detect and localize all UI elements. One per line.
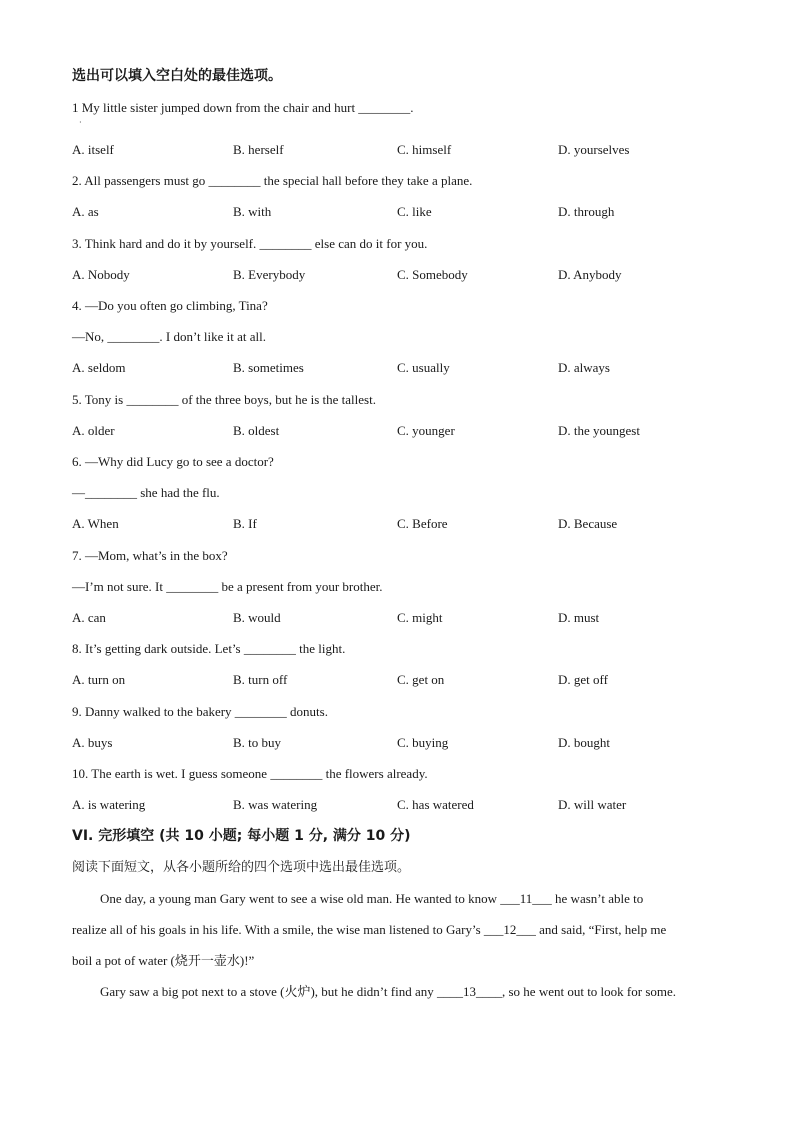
- question-7-response: —I’m not sure. It ________ be a present from your brother.: [72, 579, 383, 594]
- q5-option-b[interactable]: B. oldest: [233, 423, 280, 438]
- question-6-response: —________ she had the flu.: [72, 485, 220, 500]
- passage-text: and said, “First, help me: [535, 922, 667, 937]
- question-7-stem: 7. —Mom, what’s in the box?: [72, 548, 228, 563]
- question-8-stem: 8. It’s getting dark outside. Let’s ________ the light.: [72, 641, 346, 656]
- q1-option-a[interactable]: A. itself: [72, 142, 114, 157]
- q4-option-b[interactable]: B. sometimes: [233, 360, 304, 375]
- q4-option-c[interactable]: C. usually: [397, 360, 450, 375]
- q9-option-d[interactable]: D. bought: [558, 735, 610, 750]
- passage-text: , so he went out to look for some.: [501, 984, 677, 999]
- passage-line-2: [72, 922, 666, 938]
- passage-line-4: [100, 984, 676, 1000]
- q3-option-a[interactable]: A. Nobody: [72, 267, 130, 282]
- q6-option-a[interactable]: A. When: [72, 516, 119, 531]
- blank-13[interactable]: ____13____: [436, 984, 502, 999]
- passage-line-1: [100, 891, 643, 907]
- q6-option-d[interactable]: D. Because: [558, 516, 618, 531]
- q2-option-c[interactable]: C. like: [397, 204, 432, 219]
- question-4-stem: 4. —Do you often go climbing, Tina?: [72, 298, 268, 313]
- q10-option-c[interactable]: C. has watered: [397, 797, 474, 812]
- section-heading: VI. 完形填空 (共 10 小题; 每小题 1 分, 满分 10 分): [72, 828, 411, 844]
- question-6-stem: 6. —Why did Lucy go to see a doctor?: [72, 454, 274, 469]
- q5-option-a[interactable]: A. older: [72, 423, 115, 438]
- q7-option-b[interactable]: B. would: [233, 610, 281, 625]
- passage-text: boil a pot of water (烧开一壶水)!”: [72, 953, 255, 968]
- q7-option-a[interactable]: A. can: [72, 610, 106, 625]
- q9-option-a[interactable]: A. buys: [72, 735, 113, 750]
- q9-option-b[interactable]: B. to buy: [233, 735, 282, 750]
- q6-option-c[interactable]: C. Before: [397, 516, 448, 531]
- decorative-dot: ·: [79, 118, 82, 127]
- q8-option-a[interactable]: A. turn on: [72, 672, 126, 687]
- q10-option-a[interactable]: A. is watering: [72, 797, 146, 812]
- q4-option-d[interactable]: D. always: [558, 360, 610, 375]
- q2-option-a[interactable]: A. as: [72, 204, 99, 219]
- question-1-stem: 1 My little sister jumped down from the chair and hurt ________.: [72, 100, 414, 115]
- blank-12[interactable]: ___12___: [483, 922, 536, 937]
- q2-option-b[interactable]: B. with: [233, 204, 272, 219]
- passage-text: Gary saw a big pot next to a stove (火炉), but he didn’t find any: [100, 984, 437, 999]
- q6-option-b[interactable]: B. If: [233, 516, 257, 531]
- passage-text: he wasn’t able to: [551, 891, 644, 906]
- q7-option-d[interactable]: D. must: [558, 610, 600, 625]
- q8-option-b[interactable]: B. turn off: [233, 672, 288, 687]
- q8-option-c[interactable]: C. get on: [397, 672, 445, 687]
- q7-option-c[interactable]: C. might: [397, 610, 443, 625]
- q4-option-a[interactable]: A. seldom: [72, 360, 126, 375]
- q1-option-c[interactable]: C. himself: [397, 142, 452, 157]
- q10-option-b[interactable]: B. was watering: [233, 797, 318, 812]
- section-instruction: 阅读下面短文，从各小题所给的四个选项中选出最佳选项。: [72, 860, 411, 875]
- q1-option-d[interactable]: D. yourselves: [558, 142, 630, 157]
- passage-text: realize all of his goals in his life. With a smile, the wise man listened to Gary’s: [72, 922, 484, 937]
- passage-text: One day, a young man Gary went to see a wise old man. He wanted to know: [100, 891, 501, 906]
- q5-option-c[interactable]: C. younger: [397, 423, 455, 438]
- question-10-stem: 10. The earth is wet. I guess someone ________ the flowers already.: [72, 766, 428, 781]
- q2-option-d[interactable]: D. through: [558, 204, 615, 219]
- q3-option-b[interactable]: B. Everybody: [233, 267, 306, 282]
- q3-option-c[interactable]: C. Somebody: [397, 267, 468, 282]
- question-2-stem: 2. All passengers must go ________ the special hall before they take a plane.: [72, 173, 473, 188]
- q5-option-d[interactable]: D. the youngest: [558, 423, 640, 438]
- question-4-response: —No, ________. I don’t like it at all.: [72, 329, 267, 344]
- question-5-stem: 5. Tony is ________ of the three boys, but he is the tallest.: [72, 392, 376, 407]
- q3-option-d[interactable]: D. Anybody: [558, 267, 622, 282]
- passage-line-3: [72, 953, 254, 969]
- instruction-heading: 选出可以填入空白处的最佳选项。: [72, 68, 282, 84]
- q10-option-d[interactable]: D. will water: [558, 797, 627, 812]
- q1-option-b[interactable]: B. herself: [233, 142, 284, 157]
- q9-option-c[interactable]: C. buying: [397, 735, 449, 750]
- blank-11[interactable]: ___11___: [500, 891, 552, 906]
- q8-option-d[interactable]: D. get off: [558, 672, 608, 687]
- question-9-stem: 9. Danny walked to the bakery ________ donuts.: [72, 704, 328, 719]
- question-3-stem: 3. Think hard and do it by yourself. ________ else can do it for you.: [72, 236, 428, 251]
